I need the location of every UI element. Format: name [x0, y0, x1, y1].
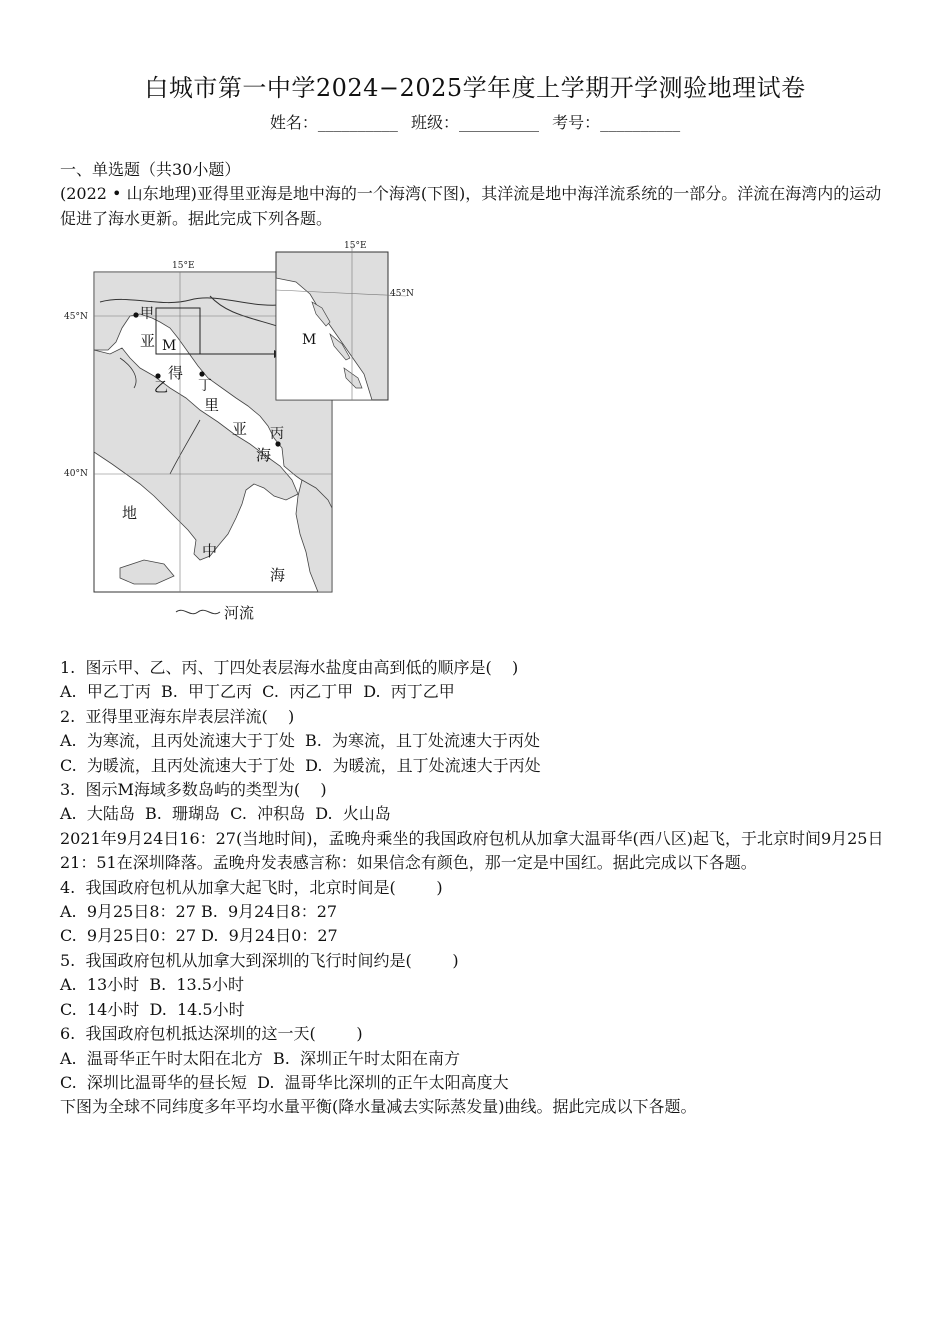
river-legend-label: 河流: [224, 604, 255, 622]
question-3: 3. 图示M海域多数岛屿的类型为( ): [60, 780, 327, 800]
question-4-options-b[interactable]: C. 9月25日0：27 D. 9月24日0：27: [60, 926, 338, 946]
section-heading: 一、单选题（共30小题）: [60, 160, 241, 179]
lon-label-inset: 15°E: [344, 241, 367, 251]
question-2: 2. 亚得里亚海东岸表层洋流( ): [60, 706, 295, 726]
exam-title: 白城市第一中学2024−2025学年度上学期开学测验地理试卷: [144, 74, 806, 102]
sea-name-char: 亚: [140, 332, 156, 350]
point-ding-marker: [199, 371, 204, 376]
question-6-options-a[interactable]: A. 温哥华正午时太阳在北方 B. 深圳正午时太阳在南方: [60, 1048, 461, 1068]
m-label-main: M: [162, 338, 177, 354]
lat-label-45-inset: 45°N: [390, 289, 414, 299]
section-intro: [60, 158, 890, 231]
question-3-options[interactable]: A. 大陆岛 B. 珊瑚岛 C. 冲积岛 D. 火山岛: [60, 804, 391, 824]
question-6-options-b[interactable]: C. 深圳比温哥华的昼长短 D. 温哥华比深圳的正午太阳高度大: [60, 1072, 509, 1092]
sea-name-char: 里: [204, 396, 220, 414]
point-jia-label: 甲: [140, 306, 154, 322]
question-4-options-a[interactable]: A. 9月25日8：27 B. 9月24日8：27: [60, 902, 338, 922]
question-2-options-a[interactable]: A. 为寒流，且丙处流速大于丁处 B. 为寒流，且丁处流速大于丙处: [60, 731, 541, 751]
lon-label-main: 15°E: [172, 261, 195, 271]
med-name-char: 地: [122, 504, 138, 522]
m-label-inset: M: [302, 332, 317, 348]
question-5-options-a[interactable]: A. 13小时 B. 13.5小时: [60, 975, 244, 995]
intro-paragraph-3: 下图为全球不同纬度多年平均水量平衡(降水量减去实际蒸发量)曲线。据此完成以下各题。: [60, 1097, 697, 1117]
point-yi-label: 乙: [154, 380, 168, 396]
question-block: [60, 656, 890, 1120]
point-bing-label: 丙: [270, 426, 284, 442]
river-legend-symbol: [176, 610, 220, 613]
question-6: 6. 我国政府包机抵达深圳的这一天( ): [60, 1024, 363, 1044]
point-ding-label: 丁: [198, 378, 212, 394]
question-2-options-b[interactable]: C. 为暖流，且丙处流速大于丁处 D. 为暖流，且丁处流速大于丙处: [60, 755, 541, 775]
id-field[interactable]: 考号：__________: [552, 113, 681, 132]
med-name-char: 海: [270, 566, 286, 584]
point-yi-marker: [155, 373, 160, 378]
lat-label-40: 40°N: [64, 469, 88, 479]
adriatic-sea-map: [60, 238, 430, 630]
sea-name-char: 亚: [232, 420, 248, 438]
inset-map: [276, 246, 406, 400]
lat-label-45: 45°N: [64, 312, 88, 322]
question-5-options-b[interactable]: C. 14小时 D. 14.5小时: [60, 999, 245, 1019]
question-1-options[interactable]: A. 甲乙丁丙 B. 甲丁乙丙 C. 丙乙丁甲 D. 丙丁乙甲: [60, 682, 455, 702]
intro-paragraph-1: (2022 • 山东地理)亚得里亚海是地中海的一个海湾(下图)，其洋流是地中海洋流系统的一部分。洋流在海湾内的运动促进了海水更新。据此完成下列各题。: [60, 184, 882, 228]
question-5: 5. 我国政府包机从加拿大到深圳的飞行时间约是( ): [60, 950, 459, 970]
point-bing-marker: [275, 441, 280, 446]
class-field[interactable]: 班级：__________: [410, 113, 539, 132]
intro-paragraph-2: 2021年9月24日16：27(当地时间)，孟晚舟乘坐的我国政府包机从加拿大温哥华(西八区)起飞，于北京时间9月25日21：51在深圳降落。孟晚舟发表感言称：如果信念有颜色，那一定是中国红。据此完成以下各题。: [60, 828, 884, 873]
sea-name-char: 得: [168, 364, 184, 382]
question-4: 4. 我国政府包机从加拿大起飞时，北京时间是( ): [60, 877, 443, 897]
name-field[interactable]: 姓名：__________: [269, 113, 398, 132]
point-jia-marker: [133, 312, 138, 317]
sea-name-char: 海: [256, 446, 272, 464]
student-info-row: [0, 110, 950, 133]
question-1: 1. 图示甲、乙、丙、丁四处表层海水盐度由高到低的顺序是( ): [60, 658, 519, 677]
med-name-char: 中: [202, 542, 218, 560]
